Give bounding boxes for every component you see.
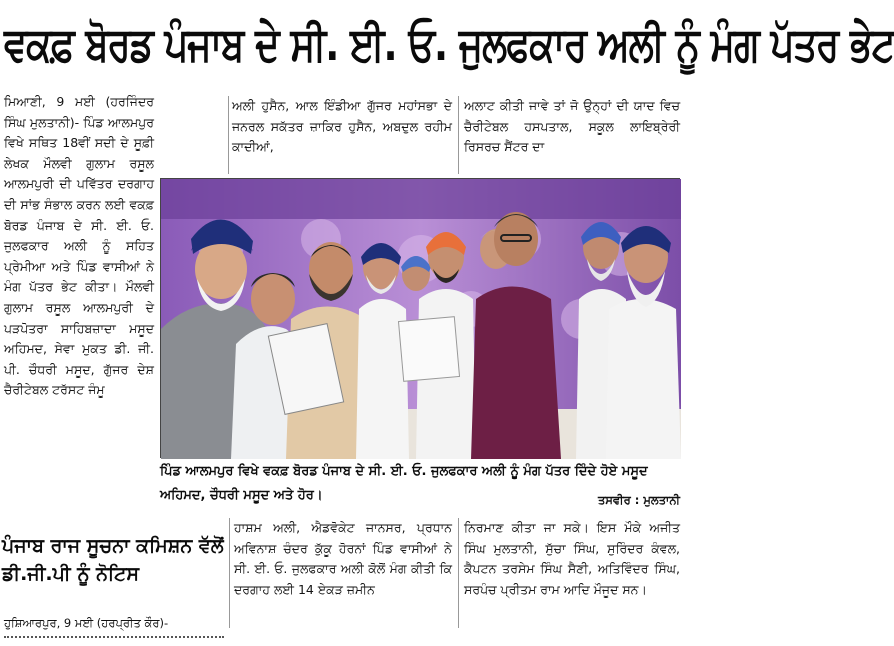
article-column-3-top bbox=[464, 96, 680, 174]
photo-illustration bbox=[161, 179, 681, 459]
news-photo bbox=[160, 178, 680, 458]
page-headline: ਵਕਫ਼ ਬੋਰਡ ਪੰਜਾਬ ਦੇ ਸੀ. ਈ. ਓ. ਜੁਲਫਕਾਰ ਅਲੀ ਨੂੰ ਮੰਗ ਪੱਤਰ ਭੇਟ bbox=[4, 17, 894, 72]
column-rule bbox=[458, 96, 459, 174]
article-lead-text: ਮਿਆਣੀ, 9 ਮਈ (ਹਰਜਿੰਦਰ ਸਿੰਘ ਮੁਲਤਾਨੀ)- ਪਿੰਡ ਆਲਮਪੁਰ ਵਿਖੇ ਸਥਿਤ 18ਵੀਂ ਸਦੀ ਦੇ ਸੂਫ਼ੀ ਲੇਖਕ ਮੌਲਵੀ ਗੁਲਾਮ ਰਸੂਲ ਆਲਮਪੁਰੀ ਦੀ ਪਵਿੱਤਰ ਦਰਗਾਹ ਦੀ ਸਾਂਭ ਸੰਭਾਲ ਕਰਨ ਲਈ ਵਕਫ਼ ਬੋਰਡ ਪੰਜਾਬ ਦੇ ਸੀ. ਈ. ਓ. ਜੁਲਫਕਾਰ ਅਲੀ ਨੂੰ ਸਹਿਤ ਪ੍ਰੇਮੀਆ ਅਤੇ ਪਿੰਡ ਵਾਸੀਆਂ ਨੇ ਮੰਗ ਪੱਤਰ ਭੇਟ ਕੀਤਾ। ਮੌਲਵੀ ਗੁਲਾਮ ਰਸੂਲ ਆਲਮਪੁਰੀ ਦੇ ਪੜਪੋਤਰਾ ਸਾਹਿਬਜ਼ਾਦਾ ਮਸੂਦ ਅਹਿਮਦ, ਸੇਵਾ ਮੁਕਤ ਡੀ. ਜੀ. ਪੀ. ਚੌਧਰੀ ਮਸੂਦ, ਗੁੱਜਰ ਦੇਸ਼ ਚੈਰੀਟੇਬਲ ਟਰੱਸਟ ਜੰਮੂ bbox=[4, 94, 154, 398]
column-rule bbox=[229, 518, 230, 628]
second-story-headline: ਪੰਜਾਬ ਰਾਜ ਸੂਚਨਾ ਕਮਿਸ਼ਨ ਵੱਲੋਂ ਡੀ.ਜੀ.ਪੀ ਨੂੰ ਨੋਟਿਸ bbox=[2, 535, 224, 585]
article-text-col2-top: ਅਲੀ ਹੁਸੈਨ, ਆਲ ਇੰਡੀਆ ਗੁੱਜਰ ਮਹਾਂਸਭਾ ਦੇ ਜਨਰਲ ਸਕੱਤਰ ਜ਼ਾਕਿਰ ਹੁਸੈਨ, ਅਬਦੁਲ ਰਹੀਮ ਕਾਦੀਆਂ, bbox=[232, 98, 452, 155]
column-rule bbox=[458, 518, 459, 628]
article-column-3-bottom bbox=[464, 518, 680, 628]
column-rule bbox=[228, 96, 229, 174]
article-column-2-top bbox=[232, 96, 452, 174]
photo-caption: ਪਿੰਡ ਆਲਮਪੁਰ ਵਿਖੇ ਵਕਫ਼ ਬੋਰਡ ਪੰਜਾਬ ਦੇ ਸੀ. ਈ. ਓ. ਜੁਲਫਕਾਰ ਅਲੀ ਨੂੰ ਮੰਗ ਪੱਤਰ ਦਿੰਦੇ ਹੋਏ ਮਸੂਦ ਅਹਿਮਦ, ਚੌਧਰੀ ਮਸੂਦ ਅਤੇ ਹੋਰ। bbox=[160, 464, 648, 503]
article-column-2-bottom bbox=[234, 518, 452, 628]
article-column-1 bbox=[4, 92, 154, 401]
photo-credit: ਤਸਵੀਰ : ਮੁਲਤਾਨੀ bbox=[597, 493, 680, 507]
article-text-col3-top: ਅਲਾਟ ਕੀਤੀ ਜਾਵੇ ਤਾਂ ਜੋ ਉਨ੍ਹਾਂ ਦੀ ਯਾਦ ਵਿਚ ਚੈਰੀਟੇਬਲ ਹਸਪਤਾਲ, ਸਕੂਲ ਲਾਇਬ੍ਰੇਰੀ ਰਿਸਰਚ ਸੈਂਟਰ ਦਾ bbox=[464, 98, 680, 155]
article-text-col3-bottom: ਨਿਰਮਾਣ ਕੀਤਾ ਜਾ ਸਕੇ। ਇਸ ਮੌਕੇ ਅਜੀਤ ਸਿੰਘ ਮੁਲਤਾਨੀ, ਸੁੱਚਾ ਸਿੰਘ, ਸੁਰਿੰਦਰ ਕੰਵਲ, ਕੈਪਟਨ ਤਰਸੇਮ ਸਿੰਘ ਸੈਣੀ, ਅਤਿਵਿੰਦਰ ਸਿੰਘ, ਸਰਪੰਚ ਪ੍ਰੀਤਮ ਰਾਮ ਆਦਿ ਮੌਜੂਦ ਸਨ। bbox=[464, 520, 680, 597]
cut-off-text-line bbox=[4, 636, 224, 644]
second-story-dateline: ਹੁਸ਼ਿਆਰਪੁਰ, 9 ਮਈ (ਹਰਪ੍ਰੀਤ ਕੌਰ)- bbox=[4, 616, 169, 630]
article-text-col2-bottom: ਹਾਸ਼ਮ ਅਲੀ, ਐਡਵੋਕੇਟ ਜਾਨਸਰ, ਪ੍ਰਧਾਨ ਅਵਿਨਾਸ਼ ਚੰਦਰ ਕੁੱਕੂ ਹੋਰਨਾਂ ਪਿੰਡ ਵਾਸੀਆਂ ਨੇ ਸੀ. ਈ. ਓ. ਜੁਲਫਕਾਰ ਅਲੀ ਕੋਲੋਂ ਮੰਗ ਕੀਤੀ ਕਿ ਦਰਗਾਹ ਲਈ 14 ਏਕੜ ਜ਼ਮੀਨ bbox=[234, 520, 452, 597]
